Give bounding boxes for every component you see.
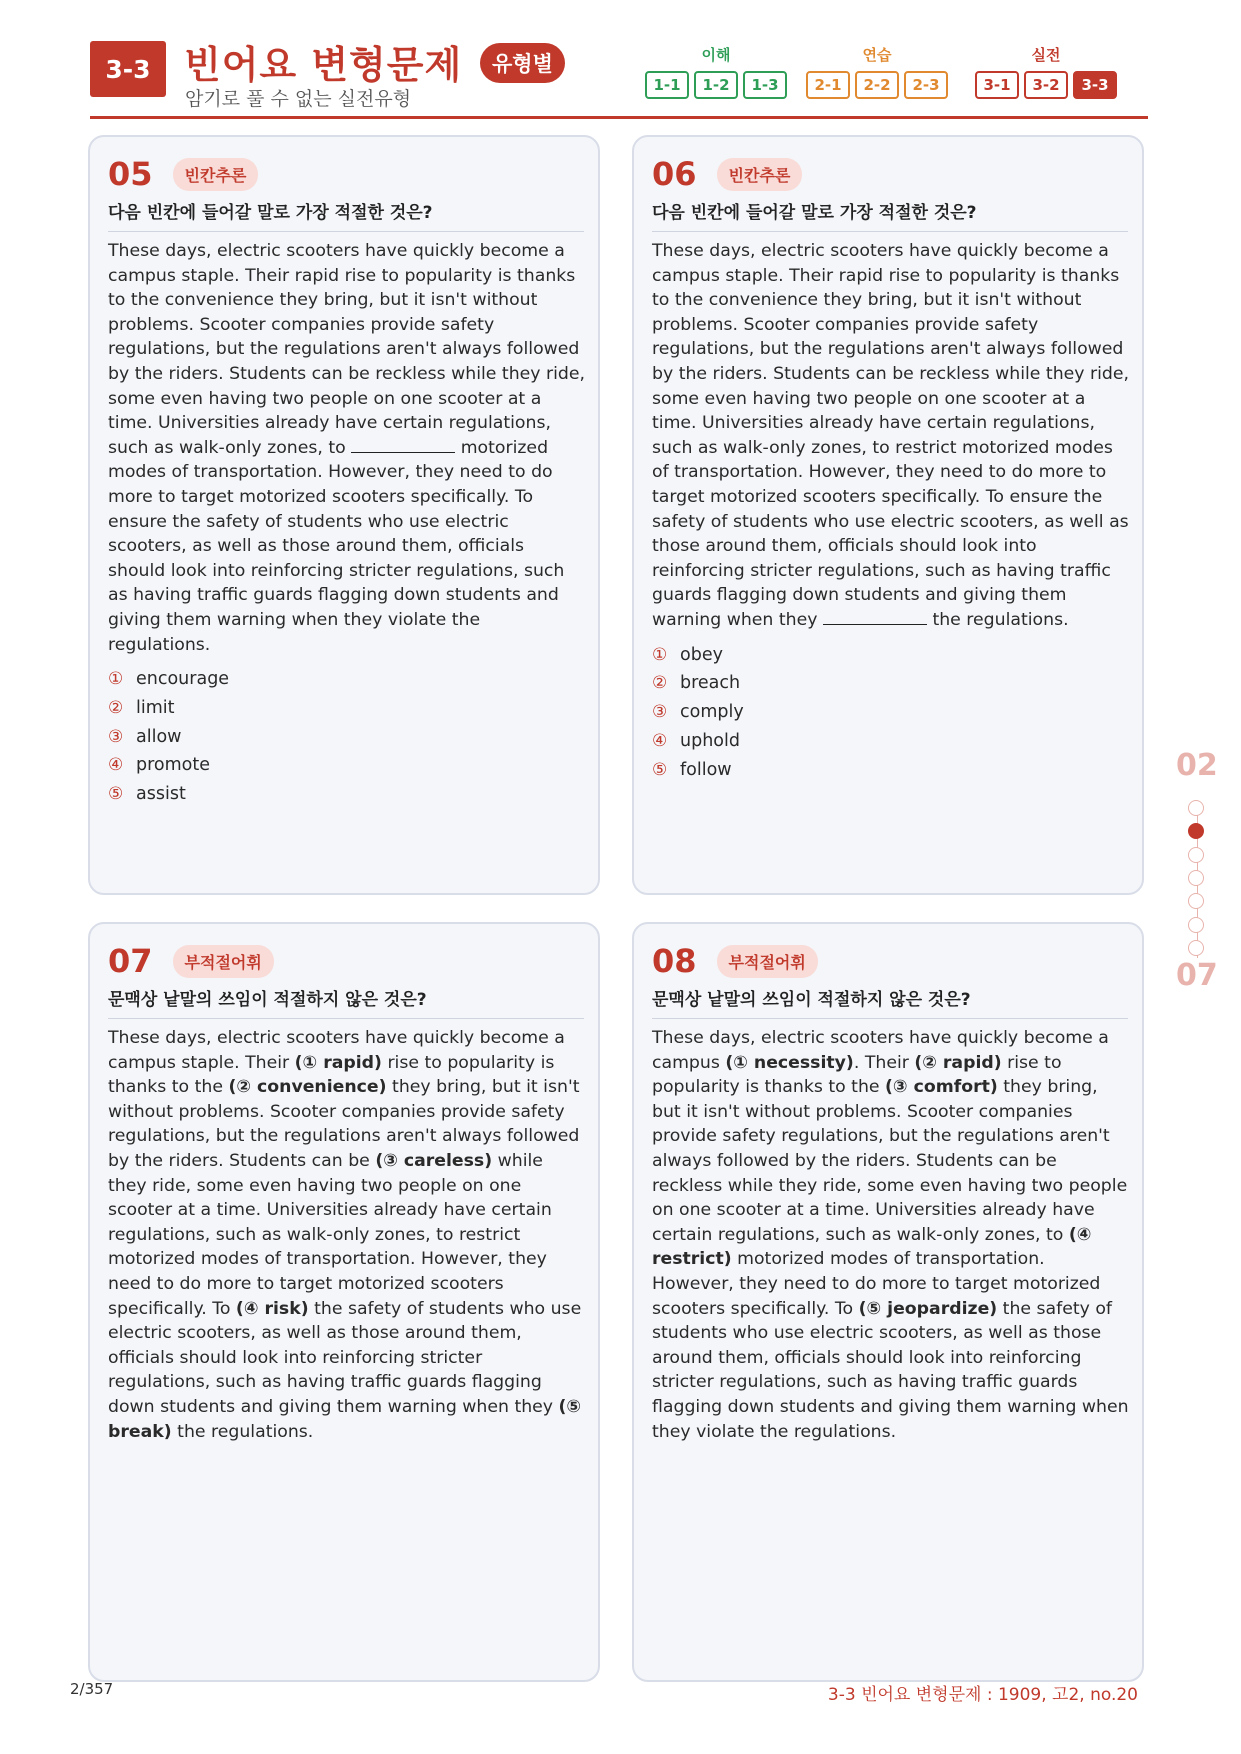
nav-group-understanding xyxy=(645,44,787,99)
passage-text: the safety of students who use electric scooters, as well as those around them, officials should look into reinforcing stricter regulations, such as having traffic guards flagging down students and giving them warning when they violate the regulations. xyxy=(652,1298,1129,1442)
answer-blank xyxy=(823,608,927,625)
answer-option[interactable] xyxy=(652,756,1130,785)
option-text: promote xyxy=(136,755,211,776)
question-prompt: 문맥상 낱말의 쓰임이 적절하지 않은 것은? xyxy=(652,985,1128,1019)
option-text: allow xyxy=(136,726,182,747)
answer-options xyxy=(108,665,586,809)
progress-dot xyxy=(1188,823,1204,839)
option-number: ③ xyxy=(652,702,668,723)
marked-word: (④ risk) xyxy=(235,1298,309,1319)
question-prompt: 문맥상 낱말의 쓰임이 적절하지 않은 것은? xyxy=(108,985,584,1019)
nav-button-3-3[interactable]: 3-3 xyxy=(1073,71,1117,99)
type-badge: 유형별 xyxy=(480,43,565,83)
question-tag: 빈칸추론 xyxy=(173,158,259,191)
answer-option[interactable] xyxy=(652,641,1130,670)
marked-word: (① necessity) xyxy=(725,1052,854,1073)
option-number: ④ xyxy=(108,755,124,776)
marked-word: (③ comfort) xyxy=(885,1077,998,1098)
answer-options xyxy=(652,641,1130,785)
marked-word: (② rapid) xyxy=(914,1052,1002,1073)
option-number: ⑤ xyxy=(108,784,124,805)
question-passage xyxy=(108,239,586,809)
passage-text: motorized modes of transportation. However, they need to do more to target motorized scooters specifically. To ensure the safety of students who use electric scooters, as well as those around them, officials should look into reinforcing stricter regulations, such as having traffic guards flagging down students and giving them warning when they violate the regulations. xyxy=(108,437,565,655)
passage-text: rise to popularity is thanks to the xyxy=(652,1052,1062,1098)
passage-text: These days, electric scooters have quickly become a campus xyxy=(652,1028,1109,1073)
option-text: encourage xyxy=(136,669,230,690)
answer-option[interactable] xyxy=(108,694,586,723)
option-number: ④ xyxy=(652,730,668,751)
marked-word: (③ careless) xyxy=(375,1150,493,1171)
nav-group-label: 실전 xyxy=(1031,46,1061,64)
passage-text: the safety of students who use electric scooters, as well as those around them, officials should look into reinforcing stricter regulations, such as having traffic guards flagging down students and giving them warning when they xyxy=(108,1298,582,1417)
passage-text: . Their xyxy=(853,1052,915,1073)
question-passage xyxy=(652,1026,1130,1444)
passage-text: These days, electric scooters have quickly become a campus staple. Their rapid rise to popularity is thanks to the convenience they bring, but it isn't without problems. Scooter companies provide safety regulations, but the regulations aren't always followed by the riders. Students can be reckless while they ride, some even having two people on one scooter at a time. Universities already have certain regulations, such as walk-only zones, to xyxy=(108,241,585,458)
nav-group-practice xyxy=(806,44,948,99)
answer-option[interactable] xyxy=(652,669,1130,698)
question-prompt: 다음 빈칸에 들어갈 말로 가장 적절한 것은? xyxy=(652,198,1128,232)
nav-button-2-2[interactable]: 2-2 xyxy=(855,71,899,99)
question-card-05 xyxy=(88,135,600,895)
answer-option[interactable] xyxy=(108,780,586,809)
passage-text: rise to popularity is thanks to the xyxy=(108,1052,555,1098)
option-number: ⑤ xyxy=(652,759,668,780)
question-card-06 xyxy=(632,135,1144,895)
question-tag: 부적절어휘 xyxy=(173,945,274,978)
passage-text: These days, electric scooters have quickly become a campus staple. Their rapid rise to popularity is thanks to the convenience they bring, but it isn't without problems. Scooter companies provide safety regulations, but the regulations aren't always followed by the riders. Students can be reckless while they ride, some even having two people on one scooter at a time. Universities already have certain regulations, such as walk-only zones, to restrict motorized modes of transportation. However, they need to do more to target motorized scooters specifically. To ensure the safety of students who use electric scooters, as well as those around them, officials should look into reinforcing stricter regulations, such as having traffic guards flagging down students and giving them warning when they xyxy=(652,241,1129,630)
question-passage xyxy=(108,1026,586,1444)
question-number: 06 xyxy=(652,155,697,193)
progress-dot xyxy=(1188,917,1204,933)
nav-button-2-3[interactable]: 2-3 xyxy=(904,71,948,99)
question-number: 05 xyxy=(108,155,153,193)
question-card-07 xyxy=(88,922,600,1682)
nav-group-label: 이해 xyxy=(701,46,731,64)
option-number: ② xyxy=(108,697,124,718)
passage-text: while they ride, some even having two people on one scooter at a time. Universities already have certain regulations, such as walk-only zones, to restrict motorized modes of transportation. However, they need to do more to target motorized scooters specifically. To xyxy=(108,1150,552,1319)
page-number: 2/357 xyxy=(70,1680,114,1698)
nav-group-real xyxy=(975,44,1117,99)
progress-dot xyxy=(1188,847,1204,863)
header-divider xyxy=(90,116,1148,119)
nav-button-1-1[interactable]: 1-1 xyxy=(645,71,689,99)
passage-text: they bring, but it isn't without problems. Scooter companies provide safety regulations, but the regulations aren't always followed by the riders. Students can be reckless while they ride, some even having two people on one scooter at a time. Universities already have certain regulations, such as walk-only zones, to xyxy=(652,1077,1128,1245)
progress-dot xyxy=(1188,800,1204,816)
nav-button-3-1[interactable]: 3-1 xyxy=(975,71,1019,99)
answer-option[interactable] xyxy=(108,723,586,752)
answer-blank xyxy=(351,436,455,453)
question-card-08 xyxy=(632,922,1144,1682)
answer-option[interactable] xyxy=(108,665,586,694)
section-badge: 3-3 xyxy=(90,41,166,97)
nav-button-2-1[interactable]: 2-1 xyxy=(806,71,850,99)
option-text: follow xyxy=(680,759,732,780)
nav-button-1-3[interactable]: 1-3 xyxy=(743,71,787,99)
progress-start-number: 02 xyxy=(1176,748,1218,783)
passage-text: they bring, but it isn't without problems. Scooter companies provide safety regulations, but the regulations aren't always followed by the riders. Students can be xyxy=(108,1077,580,1171)
option-text: breach xyxy=(680,673,741,694)
page-subtitle: 암기로 풀 수 없는 실전유형 xyxy=(185,88,412,110)
answer-option[interactable] xyxy=(652,727,1130,756)
question-number: 08 xyxy=(652,942,697,980)
option-text: comply xyxy=(680,702,744,723)
nav-button-1-2[interactable]: 1-2 xyxy=(694,71,738,99)
option-text: uphold xyxy=(680,730,740,751)
marked-word: (① rapid) xyxy=(294,1052,382,1073)
question-prompt: 다음 빈칸에 들어갈 말로 가장 적절한 것은? xyxy=(108,198,584,232)
passage-text: These days, electric scooters have quickly become a campus staple. Their xyxy=(108,1028,565,1073)
answer-option[interactable] xyxy=(108,751,586,780)
page-title: 빈어요 변형문제 xyxy=(184,43,463,87)
progress-dot xyxy=(1188,940,1204,956)
question-tag: 빈칸추론 xyxy=(717,158,803,191)
nav-button-3-2[interactable]: 3-2 xyxy=(1024,71,1068,99)
option-text: assist xyxy=(136,784,186,805)
answer-option[interactable] xyxy=(652,698,1130,727)
progress-dot xyxy=(1188,893,1204,909)
option-text: obey xyxy=(680,644,723,665)
passage-text: the regulations. xyxy=(171,1421,314,1442)
question-tag: 부적절어휘 xyxy=(717,945,818,978)
option-number: ② xyxy=(652,673,668,694)
marked-word: (⑤ break) xyxy=(108,1396,582,1442)
source-citation: 3-3 빈어요 변형문제 : 1909, 고2, no.20 xyxy=(827,1685,1138,1705)
passage-text: motorized modes of transportation. However, they need to do more to target motorized scooters specifically. To xyxy=(652,1249,1101,1319)
question-passage xyxy=(652,239,1130,784)
marked-word: (② convenience) xyxy=(228,1077,387,1098)
option-number: ③ xyxy=(108,726,124,747)
nav-group-label: 연습 xyxy=(862,46,892,64)
option-text: limit xyxy=(136,697,175,718)
option-number: ① xyxy=(652,644,668,665)
passage-text: the regulations. xyxy=(932,609,1069,630)
progress-dot xyxy=(1188,870,1204,886)
option-number: ① xyxy=(108,669,124,690)
progress-end-number: 07 xyxy=(1176,958,1218,993)
marked-word: (⑤ jeopardize) xyxy=(858,1298,998,1319)
question-number: 07 xyxy=(108,942,153,980)
marked-word: (④ restrict) xyxy=(652,1224,1092,1270)
